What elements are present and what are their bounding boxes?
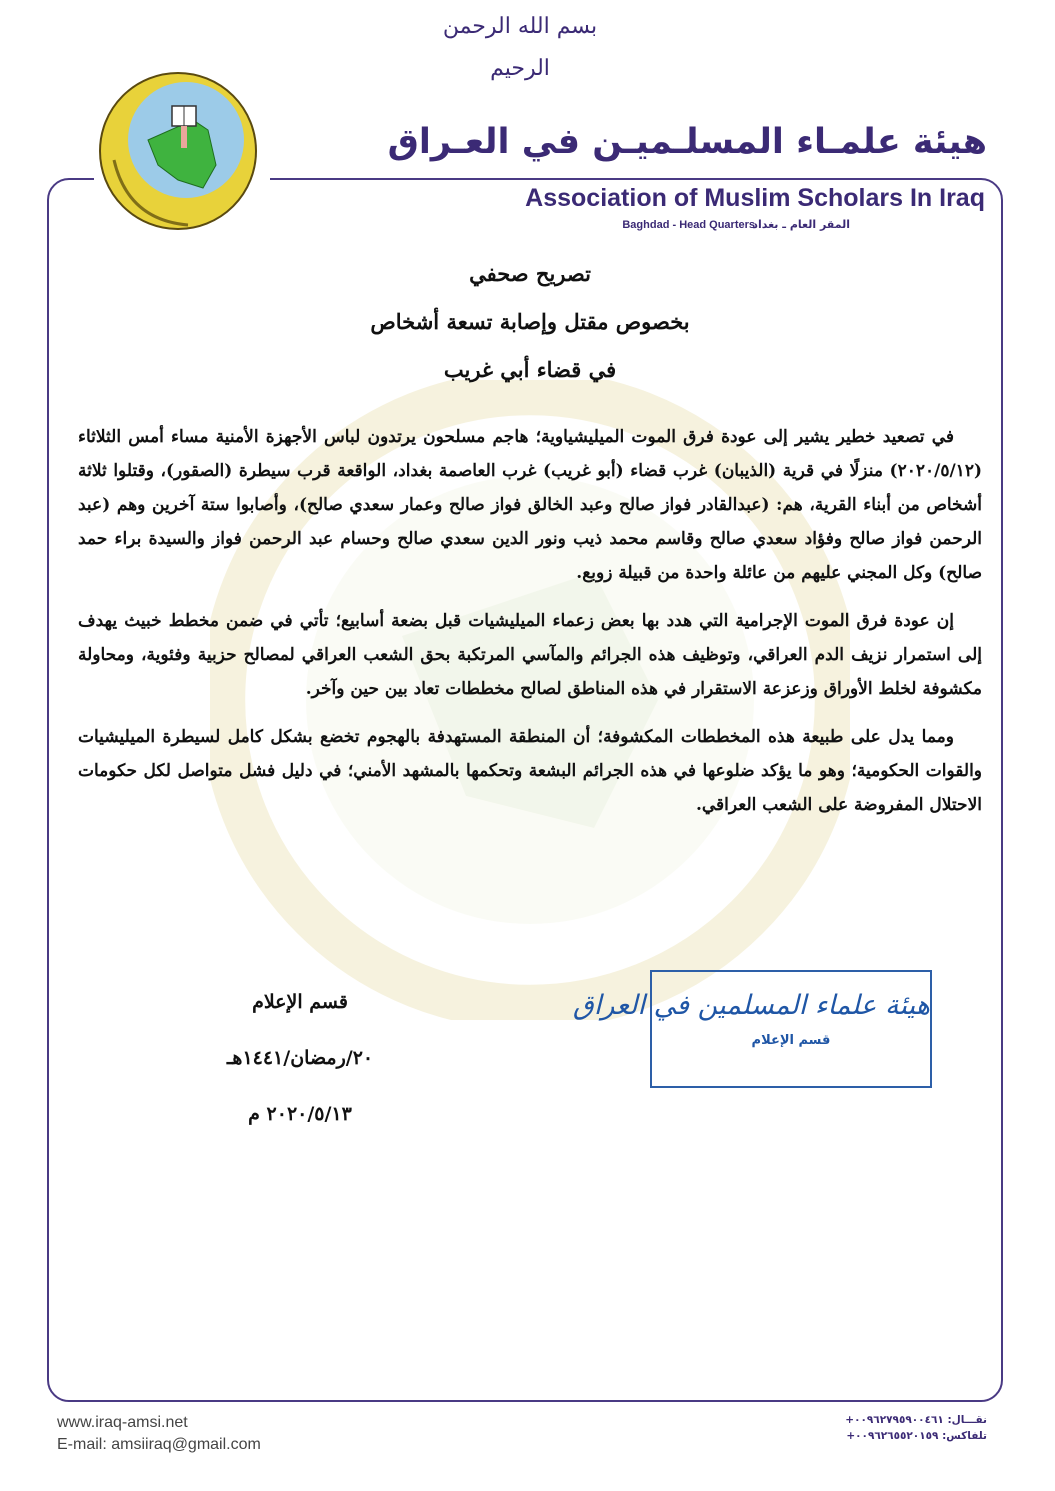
hq-english: Baghdad - Head Quarters — [622, 219, 755, 231]
paragraph: في تصعيد خطير يشير إلى عودة فرق الموت الميليشياوية؛ هاجم مسلحون يرتدون لباس الأجهزة الأمنية مساء أمس الثلاثاء (٢٠٢٠/٥/١٢) منزلًا في قرية (الذيبان) غرب قضاء (أبو غريب) غرب العاصمة بغداد، الواقعة قرب سيطرة (الصقور)، وقتلوا ثلاثة أشخاص من أبناء القرية، هم: (عبدالقادر فواز صالح وعبد الخالق فواز صالح وعمار سعدي صالح)، وأصابوا ستة آخرين وهم (عبد الرحمن فواز صالح وفؤاد سعدي صالح وقاسم محمد ذيب ونور الدين سعدي صالح وحسام عبد الرحمن فواز والسيدة براء حمد صالح) وكل المجني عليهم من عائلة واحدة من قبيلة زوبع. — [78, 427, 982, 583]
gregorian-date: ٢٠٢٠/٥/١٣ م — [248, 1103, 352, 1125]
website-link[interactable]: www.iraq-amsi.net — [57, 1414, 188, 1431]
hijri-date: ٢٠/رمضان/١٤٤١هـ — [226, 1047, 374, 1069]
paragraph: ومما يدل على طبيعة هذه المخططات المكشوفة؛ أن المنطقة المستهدفة بالهجوم تخضع بشكل كامل لسيطرة الميليشيات والقوات الحكومية؛ وهو ما يؤكد ضلوعها في هذه الجرائم البشعة وتحكمها بالمشهد الأمني؛ في دليل فشل متواصل لكل حكومات الاحتلال المفروضة على الشعب العراقي. — [78, 727, 982, 815]
statement-titles — [250, 250, 810, 394]
org-name-arabic: هيئة علمـاء المسلـميـن في العـراق — [387, 122, 987, 162]
title-press-statement: تصريح صحفي — [469, 261, 591, 286]
stamp-calligraphy: هيئة علماء المسلمين في العراق — [572, 990, 930, 1021]
association-logo — [98, 70, 258, 232]
title-location: في قضاء أبي غريب — [443, 357, 617, 382]
email-link[interactable]: E-mail: amsiiraq@gmail.com — [57, 1436, 261, 1453]
footer-contact-web — [57, 1412, 261, 1456]
signature-block — [210, 982, 390, 1150]
statement-body — [78, 420, 982, 836]
org-name-english: Association of Muslim Scholars In Iraq — [525, 184, 985, 212]
footer-contact-phone — [845, 1412, 987, 1444]
basmala: بسم الله الرحمن الرحيم — [442, 14, 598, 81]
title-subject: بخصوص مقتل وإصابة تسعة أشخاص — [370, 309, 690, 334]
paragraph: إن عودة فرق الموت الإجرامية التي هدد بها بعض زعماء الميليشيات قبل بضعة أسابيع؛ تأتي في ضمن مخطط خبيث يهدف إلى استمرار نزيف الدم العراقي، وتوظيف هذه الجرائم والمآسي المرتكبة بحق الشعب العراقي لمصالح حزبية وفئوية، ومحاولة مكشوفة لخلط الأوراق وزعزعة الاستقرار في هذه المناطق لصالح مخططات تعاد بين حين وآخر. — [78, 611, 982, 699]
mobile-number: نقـــال: ٠٠٩٦٢٧٩٥٩٠٠٤٦١+ — [845, 1414, 987, 1426]
stamp-department: قسم الإعلام — [751, 1033, 831, 1048]
hq-arabic: المقر العام ـ بغداد — [752, 218, 850, 231]
fax-number: تلفاكس: ٠٠٩٦٢٦٥٥٢٠١٥٩+ — [846, 1430, 987, 1442]
signature-department: قسم الإعلام — [252, 991, 348, 1013]
media-department-stamp — [572, 970, 932, 1088]
